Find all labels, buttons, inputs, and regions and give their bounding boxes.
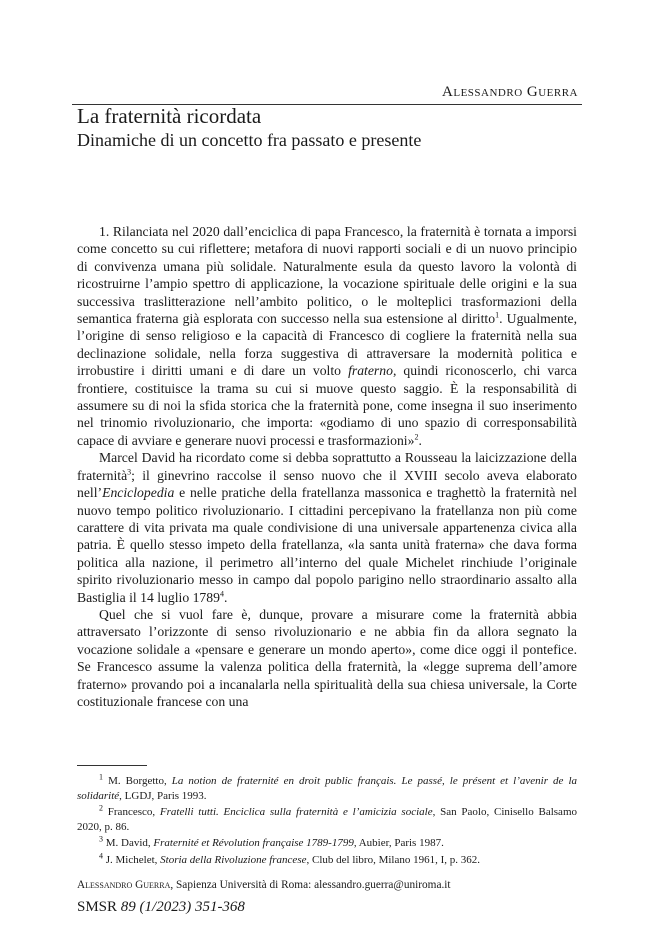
footnote-2: $^2$ Francesco, Fratelli tutti. Enciclica sulla fraternità e l’amicizia sociale, San Paolo, Cinisello Balsamo 2020, p. 86.	[77, 803, 577, 833]
article-body	[77, 223, 577, 710]
journal-abbr: SMSR	[77, 899, 121, 915]
footnote-1: $^1$ M. Borgetto, La notion de fraternité en droit public français. Le passé, le présent et l’avenir de la solidarité, LGDJ, Paris 1993.	[77, 772, 578, 802]
running-head-author: Alessandro Guerra	[442, 84, 578, 100]
journal-citation	[77, 899, 245, 916]
affiliation-details: , Sapienza Università di Roma: alessandro.guerra@uniroma.it	[170, 879, 451, 891]
author-affiliation	[77, 879, 451, 891]
footnote-ref-3[interactable]: 3	[127, 467, 132, 477]
footnote-3: $^3$ M. David, Fraternité et Révolution française 1789-1799, Aubier, Paris 1987.	[99, 834, 444, 850]
body-paragraph-1: 1. Rilanciata nel 2020 dall’enciclica di papa Francesco, la fraternità è tornata a imporsi come concetto su cui riflettere; metafora di nuovi rapporti sociali e di un nuovo principio di convivenza umana più solidale. Naturalmente esula da questo lavoro la volontà di ricostruirne l’ampio spettro di applicazione, la vocazione spirituale delle origini e la sua successiva traslitterazione nell’ambito politico, o le molteplici trasformazioni della semantica fraterna già esplorata con successo nella sua estensione al diritto$^1$. Ugualmente, l’origine di senso religioso e la capacità di Francesco di cogliere la fraternità nella sua declinazione solidale, nella forza suggestiva di attraversare la modernità politica e irrobustire i diritti umani e di dare un volto fraterno, quindi riconoscerlo, chi varca frontiere, costituisce la trama su cui si muove questo saggio. È la responsabilità di assumere su di noi la sfida storica che la fraternità pone, come insegna il suo inserimento nel trinomio rivoluzionario, che importa: «godiamo di uno spazio di corresponsabilità capace di avviare e generare nuovi processi e trasformazioni»$^2$.	[77, 224, 578, 448]
footnote-ref-1[interactable]: 1	[495, 310, 500, 320]
affiliation-author-name: Alessandro Guerra	[77, 879, 171, 891]
footnote-ref-2[interactable]: 2	[414, 432, 419, 442]
article-subtitle: Dinamiche di un concetto fra passato e presente	[77, 130, 422, 150]
footnote-4: $^4$ J. Michelet, Storia della Rivoluzione francese, Club del libro, Milano 1961, I, p. 362.	[99, 851, 481, 866]
footnotes	[77, 774, 577, 870]
article-title: La fraternità ricordata	[77, 104, 262, 128]
journal-issue: 89 (1/2023) 351-368	[120, 899, 245, 915]
body-paragraph-2: Marcel David ha ricordato come si debba soprattutto a Rousseau la laicizzazione della fraternità$^3$; il ginevrino raccolse il senso nuovo che il XVIII secolo aveva elaborato nell’Enciclopedia e nelle pratiche della fratellanza massonica e traghettò la fraternità nel nuovo tempo politico rivoluzionario. I cittadini percepivano la fratellanza non più come carattere di vita privata ma quale condivisione di una universale appartenenza civica alla patria. È quello stesso impeto della fratellanza, «la santa unità fraterna» che dava forma politica alla nazione, il perimetro all’interno del quale Michelet rinchiude l’originale spirito rivoluzionario messo in campo dal popolo parigino nello straordinario assalto alla Bastiglia il 14 luglio 1789$^4$.	[77, 450, 577, 605]
footnote-ref-4[interactable]: 4	[219, 588, 224, 598]
body-paragraph-3: Quel che si vuol fare è, dunque, provare a misurare come la fraternità abbia attraversato l’orizzonte di senso rivoluzionario e ne abbia fin da allora segnato la vocazione solidale a «pensare e generare un mondo aperto», come dice oggi il pontefice. Se Francesco assume la valenza politica della fraternità, la «legge suprema dell’amore fraterno» provando poi a incanalarla nella spiritualità della sua chiesa universale, la Corte costituzionale francese con una	[77, 606, 577, 709]
footnote-rule	[77, 765, 147, 766]
